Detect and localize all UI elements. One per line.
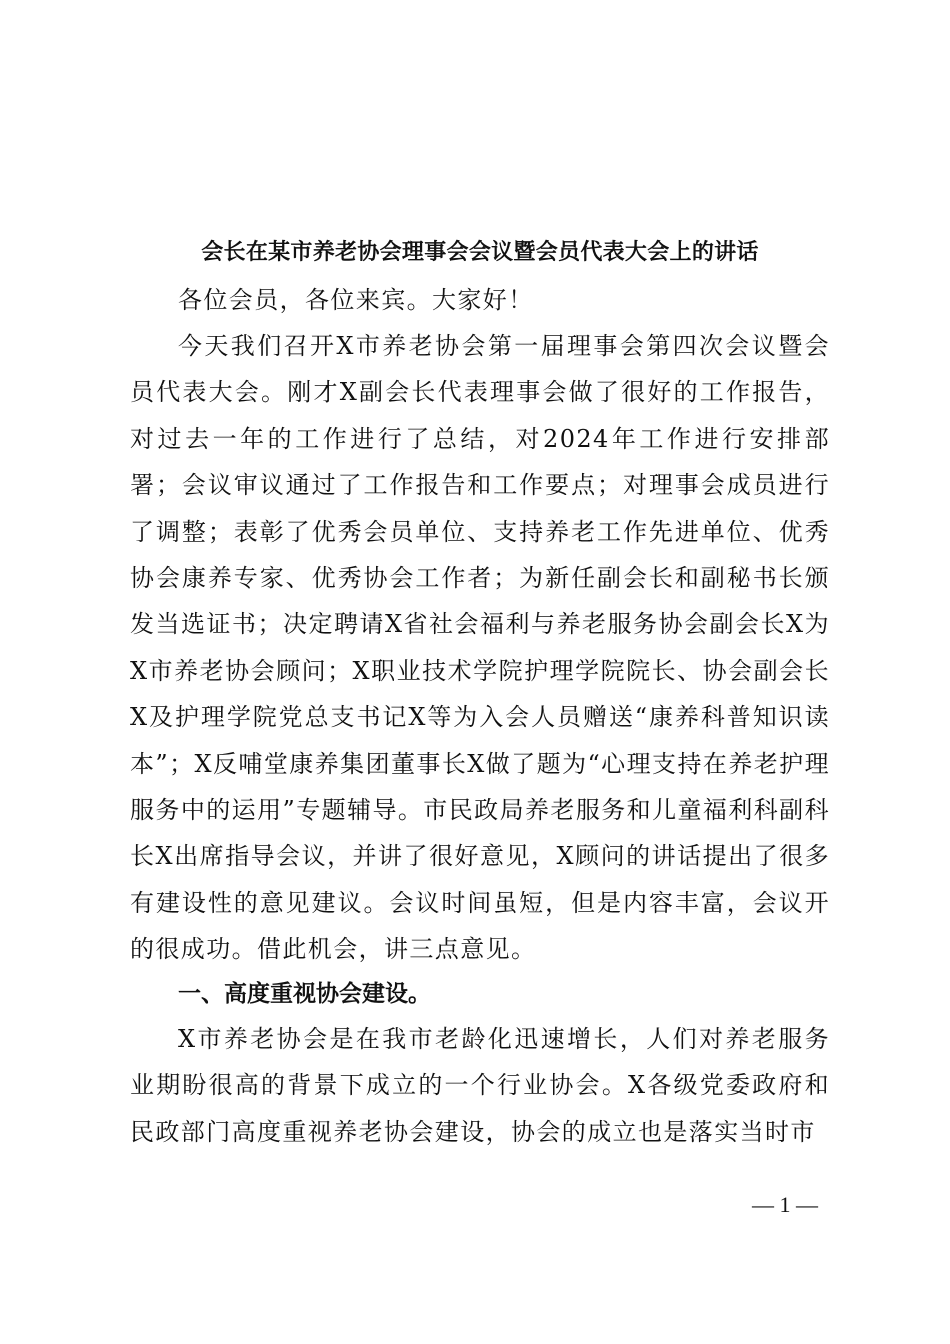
section-heading-1: 一、高度重视协会建设。 <box>178 981 431 1007</box>
document-title: 会长在某市养老协会理事会会议暨会员代表大会上的讲话 <box>201 240 759 265</box>
body-paragraph-2: X市养老协会是在我市老龄化迅速增长，人们对养老服务业期盼很高的背景下成立的一个行业协会。X各级党委政府和民政部门高度重视养老协会建设，协会的成立也是落实当时市 <box>130 1025 830 1146</box>
greeting-paragraph: 各位会员，各位来宾。大家好！ <box>178 286 534 314</box>
body-paragraph-1: 今天我们召开X市养老协会第一届理事会第四次会议暨会员代表大会。刚才X副会长代表理事会做了很好的工作报告，对过去一年的工作进行了总结，对2024年工作进行安排部署；会议审议通过了工作报告和工作要点；对理事会成员进行了调整；表彰了优秀会员单位、支持养老工作先进单位、优秀协会康养专家、优秀协会工作者；为新任副会长和副秘书长颁发当选证书；决定聘请X省社会福利与养老服务协会副会长X为X市养老协会顾问；X职业技术学院护理学院院长、协会副会长X及护理学院党总支书记X等为入会人员赠送“康养科普知识读本”；X反哺堂康养集团董事长X做了题为“心理支持在养老护理服务中的运用”专题辅导。市民政局养老服务和儿童福利科副科长X出席指导会议，并讲了很好意见，X顾问的讲话提出了很多有建设性的意见建议。会议时间虽短，但是内容丰富，会议开的很成功。借此机会，讲三点意见。 <box>130 332 830 964</box>
page-number: — 1 — <box>752 1192 818 1217</box>
